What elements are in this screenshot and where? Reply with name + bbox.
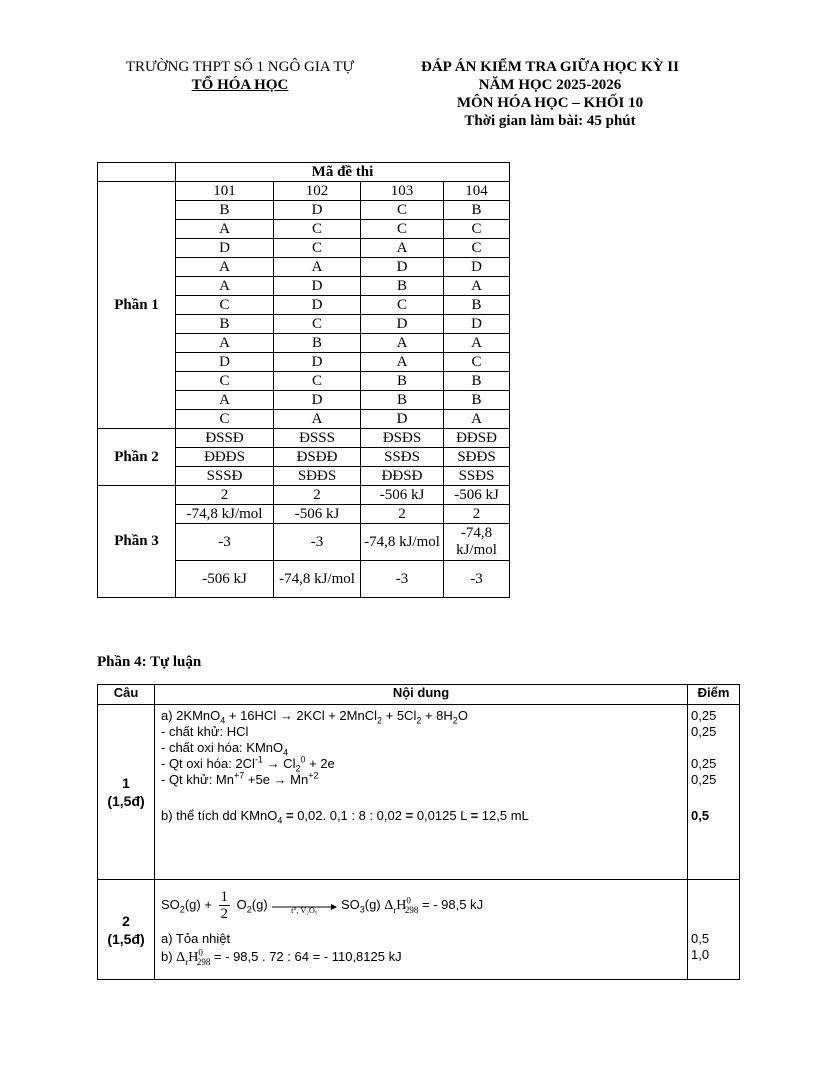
answer-cell: C: [176, 372, 274, 391]
answer-cell: C: [274, 315, 361, 334]
question-2-content: [155, 880, 688, 980]
answer-cell: SSSĐ: [176, 467, 274, 486]
answer-cell: A: [176, 277, 274, 296]
q1-equation: a) 2KMnO$_4$ + 16HCl → 2KCl + 2MnCl$_2$ + $5Cl_2 + 8H_2O$: [161, 708, 468, 726]
section-label: Phần 2: [98, 429, 176, 486]
question-2-row: [98, 880, 740, 980]
q2-score-a: 0,5: [691, 931, 710, 946]
answer-cell: -74,8 kJ/mol: [444, 524, 510, 561]
q1-reducer: - chất khử: HCl: [161, 724, 249, 739]
answer-cell: SĐĐS: [274, 467, 361, 486]
exam-header: [395, 58, 705, 130]
question-2-scores: [688, 880, 740, 980]
answer-cell: B: [361, 372, 444, 391]
answer-cell: C: [274, 220, 361, 239]
part3-row: [98, 486, 510, 505]
answer-cell: -506 kJ: [444, 486, 510, 505]
answer-cell: D: [274, 391, 361, 410]
col-header-cau: Câu: [98, 685, 155, 705]
subject-grade: MÔN HÓA HỌC – KHỐI 10: [456, 95, 644, 111]
section-label: Phần 1: [98, 182, 176, 429]
answer-cell: C: [274, 239, 361, 258]
answer-cell: B: [176, 315, 274, 334]
q2-fraction: $\frac{1}{2}$: [220, 889, 229, 923]
answer-cell: C: [361, 220, 444, 239]
answer-cell: D: [444, 258, 510, 277]
answer-cell: 103: [361, 182, 444, 201]
essay-header-row: [98, 685, 740, 705]
answer-cell: -506 kJ: [176, 561, 274, 598]
answer-cell: A: [176, 258, 274, 277]
reaction-arrow-icon: t°, V₂O₅: [271, 899, 337, 913]
answer-cell: A: [176, 220, 274, 239]
q2-equation: $SO_2(g)$ + $\frac{1}{2}$ $O_2(g)$ t°, V₂O₅ $SO_3(g) \Delta_rH^0_{298}$ = - 98,5 kJ: [161, 889, 484, 923]
answer-cell: A: [361, 239, 444, 258]
answer-cell: C: [274, 372, 361, 391]
answer-cell: ĐĐSĐ: [361, 467, 444, 486]
answer-cell: D: [274, 277, 361, 296]
answer-cell: -506 kJ: [361, 486, 444, 505]
answer-cell: C: [361, 201, 444, 220]
question-1-row: [98, 705, 740, 880]
key-header-row: [98, 163, 510, 182]
answer-cell: 2: [274, 486, 361, 505]
answer-cell: B: [274, 334, 361, 353]
q2-answer-b: b) $\Delta_rH^0_{298}$ = - 98,5 . 72 : 64 = - 110,8125 kJ: [161, 947, 402, 967]
q1-score-a: 0,25: [691, 708, 717, 723]
answer-cell: ĐSĐS: [361, 429, 444, 448]
answer-cell: D: [176, 239, 274, 258]
answer-cell: D: [274, 296, 361, 315]
q1-score-b: 0,5: [691, 808, 710, 823]
answer-cell: A: [176, 391, 274, 410]
essay-table: [97, 684, 740, 980]
answer-cell: -74,8 kJ/mol: [274, 561, 361, 598]
exam-title: ĐÁP ÁN KIỂM TRA GIỮA HỌC KỲ II: [421, 59, 679, 75]
answer-cell: A: [444, 277, 510, 296]
col-header-noidung: Nội dung: [155, 685, 688, 705]
exam-codes-row: [98, 182, 510, 201]
answer-cell: C: [444, 220, 510, 239]
answer-cell: C: [176, 410, 274, 429]
answer-cell: B: [361, 391, 444, 410]
answer-key-table: [97, 162, 510, 598]
q2-score-b: 1,0: [691, 947, 710, 962]
answer-cell: SSĐS: [361, 448, 444, 467]
question-1-content: [155, 705, 688, 880]
answer-cell: A: [444, 334, 510, 353]
q1-reduction-process: - Qt khử: $Mn^{+7} +5e \to Mn^{+2}$: [161, 770, 319, 787]
exam-duration: Thời gian làm bài: 45 phút: [464, 113, 636, 129]
answer-cell: D: [176, 353, 274, 372]
section-label: Phần 3: [98, 486, 176, 598]
q1-oxidation-process: - Qt oxi hóa: $2Cl^{-1} \to Cl_2^0 + 2e$: [161, 754, 335, 774]
answer-cell: B: [444, 372, 510, 391]
exam-code-header: Mã đề thi: [176, 163, 510, 182]
answer-cell: -74,8 kJ/mol: [361, 524, 444, 561]
part2-row: [98, 429, 510, 448]
col-header-diem: Điểm: [688, 685, 740, 705]
q2-answer-a: a) Tỏa nhiệt: [161, 931, 231, 946]
answer-cell: D: [444, 315, 510, 334]
answer-cell: ĐSSS: [274, 429, 361, 448]
answer-cell: C: [444, 353, 510, 372]
answer-cell: C: [176, 296, 274, 315]
school-header: [110, 58, 370, 94]
q1-score-oxidation: 0,25: [691, 756, 717, 771]
answer-cell: D: [361, 258, 444, 277]
answer-cell: D: [274, 353, 361, 372]
answer-cell: B: [361, 277, 444, 296]
answer-cell: D: [274, 201, 361, 220]
answer-cell: -3: [361, 561, 444, 598]
answer-cell: A: [274, 258, 361, 277]
answer-cell: C: [444, 239, 510, 258]
part4-title: Phần 4: Tự luận: [97, 654, 202, 670]
answer-cell: B: [444, 296, 510, 315]
answer-cell: B: [444, 391, 510, 410]
answer-cell: -506 kJ: [274, 505, 361, 524]
question-1-number: 1 (1,5đ): [98, 705, 155, 880]
answer-cell: D: [361, 410, 444, 429]
answer-cell: A: [274, 410, 361, 429]
answer-cell: A: [361, 334, 444, 353]
answer-cell: ĐSĐĐ: [274, 448, 361, 467]
answer-cell: A: [444, 410, 510, 429]
question-1-scores: [688, 705, 740, 880]
department-name: TỔ HÓA HỌC: [191, 77, 289, 93]
q1-oxidizer: - chất oxi hóa: KMnO$_4$: [161, 740, 289, 758]
answer-cell: ĐĐĐS: [176, 448, 274, 467]
answer-cell: 2: [176, 486, 274, 505]
answer-cell: A: [361, 353, 444, 372]
question-2-number: 2 (1,5đ): [98, 880, 155, 980]
answer-cell: C: [361, 296, 444, 315]
answer-cell: 101: [176, 182, 274, 201]
answer-cell: A: [176, 334, 274, 353]
answer-cell: 102: [274, 182, 361, 201]
q1-score-reduction: 0,25: [691, 772, 717, 787]
answer-cell: -3: [274, 524, 361, 561]
answer-cell: SSĐS: [444, 467, 510, 486]
answer-cell: B: [176, 201, 274, 220]
school-name: TRƯỜNG THPT SỐ 1 NGÔ GIA TỰ: [125, 59, 355, 75]
answer-cell: ĐĐSĐ: [444, 429, 510, 448]
answer-cell: 2: [361, 505, 444, 524]
school-year: NĂM HỌC 2025-2026: [478, 77, 622, 93]
answer-cell: -3: [176, 524, 274, 561]
answer-cell: -74,8 kJ/mol: [176, 505, 274, 524]
answer-cell: 104: [444, 182, 510, 201]
q1-score-reducer: 0,25: [691, 724, 717, 739]
answer-cell: ĐSSĐ: [176, 429, 274, 448]
answer-cell: B: [444, 201, 510, 220]
answer-cell: 2: [444, 505, 510, 524]
q1-volume: b) thể tích dd KMnO$_4$ = 0,02. 0,1 : 8 : 0,02 = 0,0125 L = 12,5 mL: [161, 808, 529, 826]
answer-cell: SĐĐS: [444, 448, 510, 467]
answer-cell: D: [361, 315, 444, 334]
answer-cell: -3: [444, 561, 510, 598]
